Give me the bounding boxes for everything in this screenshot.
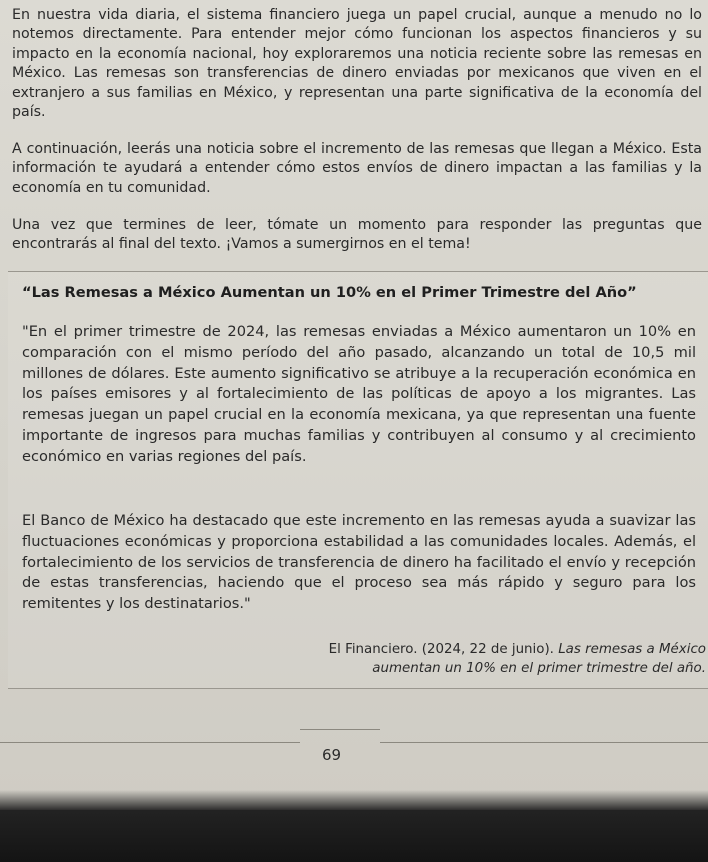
citation-title-line-2: aumentan un 10% en el primer trimestre del año. (372, 661, 706, 677)
article-paragraph-2: El Banco de México ha destacado que este incremento en las remesas ayuda a suavizar las fluctuaciones económicas y proporciona estabilidad a las comunidades locales. Además, el fortalecimiento de los servicios de transferencia de dinero ha facilitado el envío y recepción de estas transferencias, haciendo que el proceso sea más rápido y seguro para los remitentes y los destinatarios." (22, 512, 696, 613)
footer-line-right (380, 742, 708, 743)
article-paragraph-1: "En el primer trimestre de 2024, las remesas enviadas a México aumentaron un 10% en comparación con el mismo período del año pasado, alcanzando un total de 10,5 mil millones de dólares. Este aumento significativo se atribuye a la recuperación económica en los países emisores y al fortalecimiento de las políticas de apoyo a los migrantes. Las remesas juegan un papel crucial en la economía mexicana, ya que representan una fuente importante de ingresos para muchas familias y contribuyen al consumo y al crecimiento económico en varias regiones del país. (22, 323, 696, 465)
footer-line-tab (300, 729, 380, 730)
citation-title-line-1: Las remesas a México (558, 642, 706, 657)
intro-paragraph-3: Una vez que termines de leer, tómate un momento para responder las preguntas que encontrarás al final del texto. ¡Vamos a sumergirnos en el tema! (12, 217, 702, 253)
intro-paragraph-1: En nuestra vida diaria, el sistema financiero juega un papel crucial, aunque a menudo no lo notemos directamente. Para entender mejor cómo funcionan los aspectos financieros y su impacto en la economía nacional, hoy exploraremos una noticia reciente sobre las remesas en México. Las remesas son transferencias de dinero enviadas por mexicanos que viven en el extranjero a sus familias en México, y representan una parte significativa de la economía del país. (12, 7, 702, 121)
page-number: 69 (322, 746, 342, 764)
article-title: “Las Remesas a México Aumentan un 10% en el Primer Trimestre del Año” (22, 284, 637, 301)
footer-line-left (0, 742, 300, 743)
page-edge-shadow (0, 790, 708, 862)
intro-paragraph-2: A continuación, leerás una noticia sobre el incremento de las remesas que llegan a México. Esta información te ayudará a entender cómo estos envíos de dinero impactan a las familias y la economía en tu comunidad. (12, 141, 702, 196)
citation-source: El Financiero. (2024, 22 de junio). (328, 642, 554, 657)
article-citation (146, 640, 706, 678)
